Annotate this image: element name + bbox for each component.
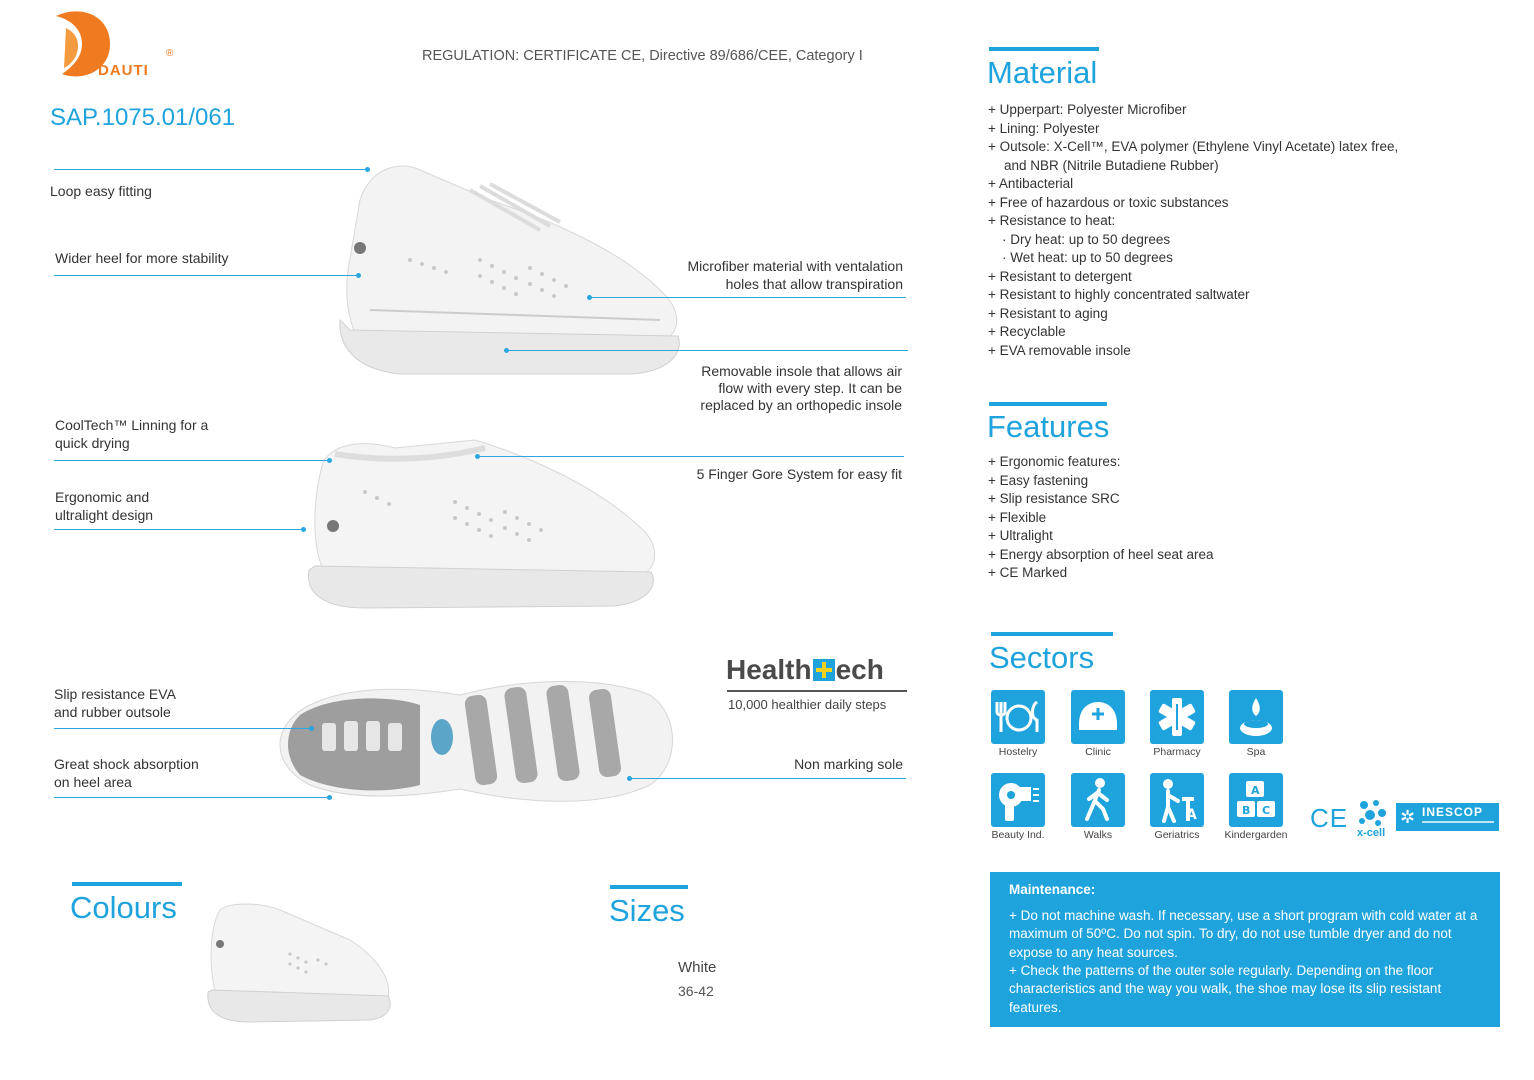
inescop-logo bbox=[1396, 803, 1499, 831]
sizes-bar bbox=[610, 885, 688, 889]
callout-dot-shock bbox=[327, 795, 332, 800]
brand-reg: ® bbox=[166, 48, 174, 59]
ce-mark: CE bbox=[1310, 803, 1349, 833]
callout-line-insole bbox=[507, 350, 908, 351]
feature-item: + Energy absorption of heel seat area bbox=[988, 546, 1214, 562]
sector-label: Spa bbox=[1246, 746, 1266, 758]
sectors-title: Sectors bbox=[989, 640, 1095, 675]
shoe-side-image bbox=[330, 160, 690, 382]
material-item: + Resistant to aging bbox=[988, 305, 1108, 321]
callout-insole-3: replaced by an orthopedic insole bbox=[700, 397, 902, 413]
feature-item: + Slip resistance SRC bbox=[988, 491, 1120, 506]
toy-blocks-icon bbox=[1229, 773, 1283, 827]
callout-line-nonmark bbox=[630, 778, 906, 779]
feature-item: + Ergonomic features: bbox=[988, 454, 1121, 469]
inescop-text: INESCOP bbox=[1422, 805, 1484, 819]
svg-text:B: B bbox=[1242, 804, 1251, 817]
shoe-interior-image bbox=[295, 432, 665, 610]
callout-heel: Wider heel for more stability bbox=[55, 250, 229, 266]
callout-dot-heel bbox=[356, 273, 361, 278]
callout-line-micro bbox=[590, 297, 906, 298]
material-item: · Wet heat: up to 50 degrees bbox=[1002, 250, 1173, 265]
hair-dryer-icon bbox=[991, 773, 1045, 827]
callout-dot-insole bbox=[504, 348, 509, 353]
healthtech-logo bbox=[726, 654, 884, 686]
xcell-logo bbox=[1354, 797, 1390, 841]
nurse-cap-icon bbox=[1071, 690, 1125, 744]
callout-dot-gore bbox=[475, 454, 480, 459]
elderly-person-icon bbox=[1150, 773, 1204, 827]
material-item: + Resistant to highly concentrated saltwater bbox=[988, 287, 1250, 302]
callout-cool-2: quick drying bbox=[55, 435, 130, 451]
callout-dot-cool bbox=[327, 458, 332, 463]
features-list bbox=[988, 453, 1214, 583]
feature-item: + Easy fastening bbox=[988, 472, 1089, 488]
feature-item: + Ultralight bbox=[988, 528, 1053, 543]
features-bar bbox=[989, 402, 1107, 406]
material-item: + Lining: Polyester bbox=[988, 120, 1100, 136]
feature-item: + Flexible bbox=[988, 509, 1047, 525]
callout-line-shock bbox=[54, 797, 330, 798]
feature-item: + CE Marked bbox=[988, 565, 1068, 580]
callout-insole-2: flow with every step. It can be bbox=[718, 380, 902, 396]
svg-text:A: A bbox=[1186, 807, 1197, 823]
maintenance-box bbox=[990, 872, 1500, 1027]
sector-label: Walks bbox=[1083, 829, 1113, 841]
walking-person-icon bbox=[1071, 773, 1125, 827]
sector-label: Pharmacy bbox=[1153, 746, 1201, 758]
maintenance-title: Maintenance: bbox=[1009, 882, 1096, 897]
healthtech-tagline: 10,000 healthier daily steps bbox=[728, 697, 887, 712]
features-title: Features bbox=[987, 409, 1110, 444]
callout-dot-loop bbox=[365, 167, 370, 172]
callout-slip-2: and rubber outsole bbox=[54, 704, 171, 720]
material-bar bbox=[989, 47, 1099, 51]
callout-line-cool bbox=[54, 460, 330, 461]
callout-cool-1: CoolTech™ Linning for a bbox=[55, 417, 209, 433]
cutlery-icon bbox=[991, 690, 1045, 744]
callout-loop: Loop easy fitting bbox=[50, 183, 152, 199]
health-cross-icon bbox=[813, 659, 835, 681]
maintenance-paragraph-1: + Do not machine wash. If necessary, use a short program with cold water at a maximum of 50ºC. Do not spin. To dry, do not use tumble dryer and do not expose to any heat sources. bbox=[1009, 908, 1478, 960]
callout-line-loop bbox=[54, 169, 368, 170]
callout-dot-slip bbox=[309, 726, 314, 731]
size-range: 36-42 bbox=[678, 983, 714, 999]
sector-label: Beauty Ind. bbox=[991, 829, 1045, 841]
maintenance-paragraph-2: + Check the patterns of the outer sole regularly. Depending on the floor characteristics and the way you walk, the shoe may lose its slip resistant features. bbox=[1009, 963, 1442, 1015]
callout-line-ergo bbox=[54, 529, 304, 530]
sector-label: Kindergarden bbox=[1224, 829, 1288, 841]
material-title: Material bbox=[987, 55, 1098, 90]
sector-label: Geriatrics bbox=[1154, 829, 1200, 841]
callout-slip-1: Slip resistance EVA bbox=[54, 686, 176, 702]
material-item: + Antibacterial bbox=[988, 176, 1074, 191]
svg-text:A: A bbox=[1251, 784, 1260, 797]
callout-insole-1: Removable insole that allows air bbox=[701, 363, 902, 379]
sizes-title: Sizes bbox=[609, 893, 685, 928]
candle-icon bbox=[1229, 690, 1283, 744]
xcell-text: x-cell bbox=[1357, 827, 1386, 839]
sectors-bar bbox=[991, 632, 1113, 636]
size-colour-name: White bbox=[678, 959, 717, 976]
callout-dot-nonmark bbox=[627, 776, 632, 781]
sector-label: Hostelry bbox=[998, 746, 1038, 758]
material-item: + Free of hazardous or toxic substances bbox=[988, 194, 1229, 210]
shoe-sole-image bbox=[270, 665, 680, 815]
material-item: + Upperpart: Polyester Microfiber bbox=[988, 102, 1187, 117]
svg-text:C: C bbox=[1262, 804, 1271, 817]
colours-title: Colours bbox=[70, 890, 177, 925]
inescop-star-icon: ✲ bbox=[1400, 807, 1416, 827]
callout-ergo-2: ultralight design bbox=[55, 507, 154, 523]
healthtech-rule bbox=[727, 690, 907, 692]
inescop-subtext-line bbox=[1422, 821, 1494, 823]
sector-label: Clinic bbox=[1085, 746, 1111, 758]
colours-bar bbox=[72, 882, 182, 886]
callout-dot-ergo bbox=[301, 527, 306, 532]
callout-line-gore bbox=[478, 456, 904, 457]
material-item: + Recyclable bbox=[988, 324, 1066, 339]
material-item: + Resistance to heat: bbox=[988, 213, 1116, 228]
material-item: + EVA removable insole bbox=[988, 342, 1131, 358]
material-list bbox=[988, 101, 1398, 360]
brand-name: DAUTI bbox=[98, 62, 149, 79]
medical-star-icon bbox=[1150, 690, 1204, 744]
regulation-text: REGULATION: CERTIFICATE CE, Directive 89/686/CEE, Category I bbox=[422, 48, 863, 64]
callout-micro-1: Microfiber material with ventalation bbox=[687, 258, 903, 274]
brand-logo bbox=[52, 8, 187, 83]
callout-shock-1: Great shock absorption bbox=[54, 756, 199, 772]
material-item: · Dry heat: up to 50 degrees bbox=[1002, 231, 1171, 247]
material-item: + Resistant to detergent bbox=[988, 268, 1132, 284]
callout-dot-micro bbox=[587, 295, 592, 300]
healthtech-part-1: Health bbox=[726, 654, 812, 685]
material-item: + Outsole: X-Cell™, EVA polymer (Ethylene Vinyl Acetate) latex free, bbox=[988, 139, 1399, 154]
callout-ergo-1: Ergonomic and bbox=[55, 489, 150, 505]
callout-nonmark: Non marking sole bbox=[794, 756, 903, 772]
callout-line-slip bbox=[54, 728, 312, 729]
callout-line-heel bbox=[54, 275, 359, 276]
material-item: and NBR (Nitrile Butadiene Rubber) bbox=[1004, 157, 1219, 173]
product-code: SAP.1075.01/061 bbox=[50, 104, 236, 131]
healthtech-part-2: ech bbox=[835, 654, 884, 685]
callout-gore: 5 Finger Gore System for easy fit bbox=[696, 466, 902, 482]
xcell-dots-icon bbox=[1354, 797, 1390, 827]
colour-swatch-shoe-image bbox=[200, 900, 395, 1025]
callout-shock-2: on heel area bbox=[54, 774, 132, 790]
callout-micro-2: holes that allow transpiration bbox=[725, 276, 903, 292]
